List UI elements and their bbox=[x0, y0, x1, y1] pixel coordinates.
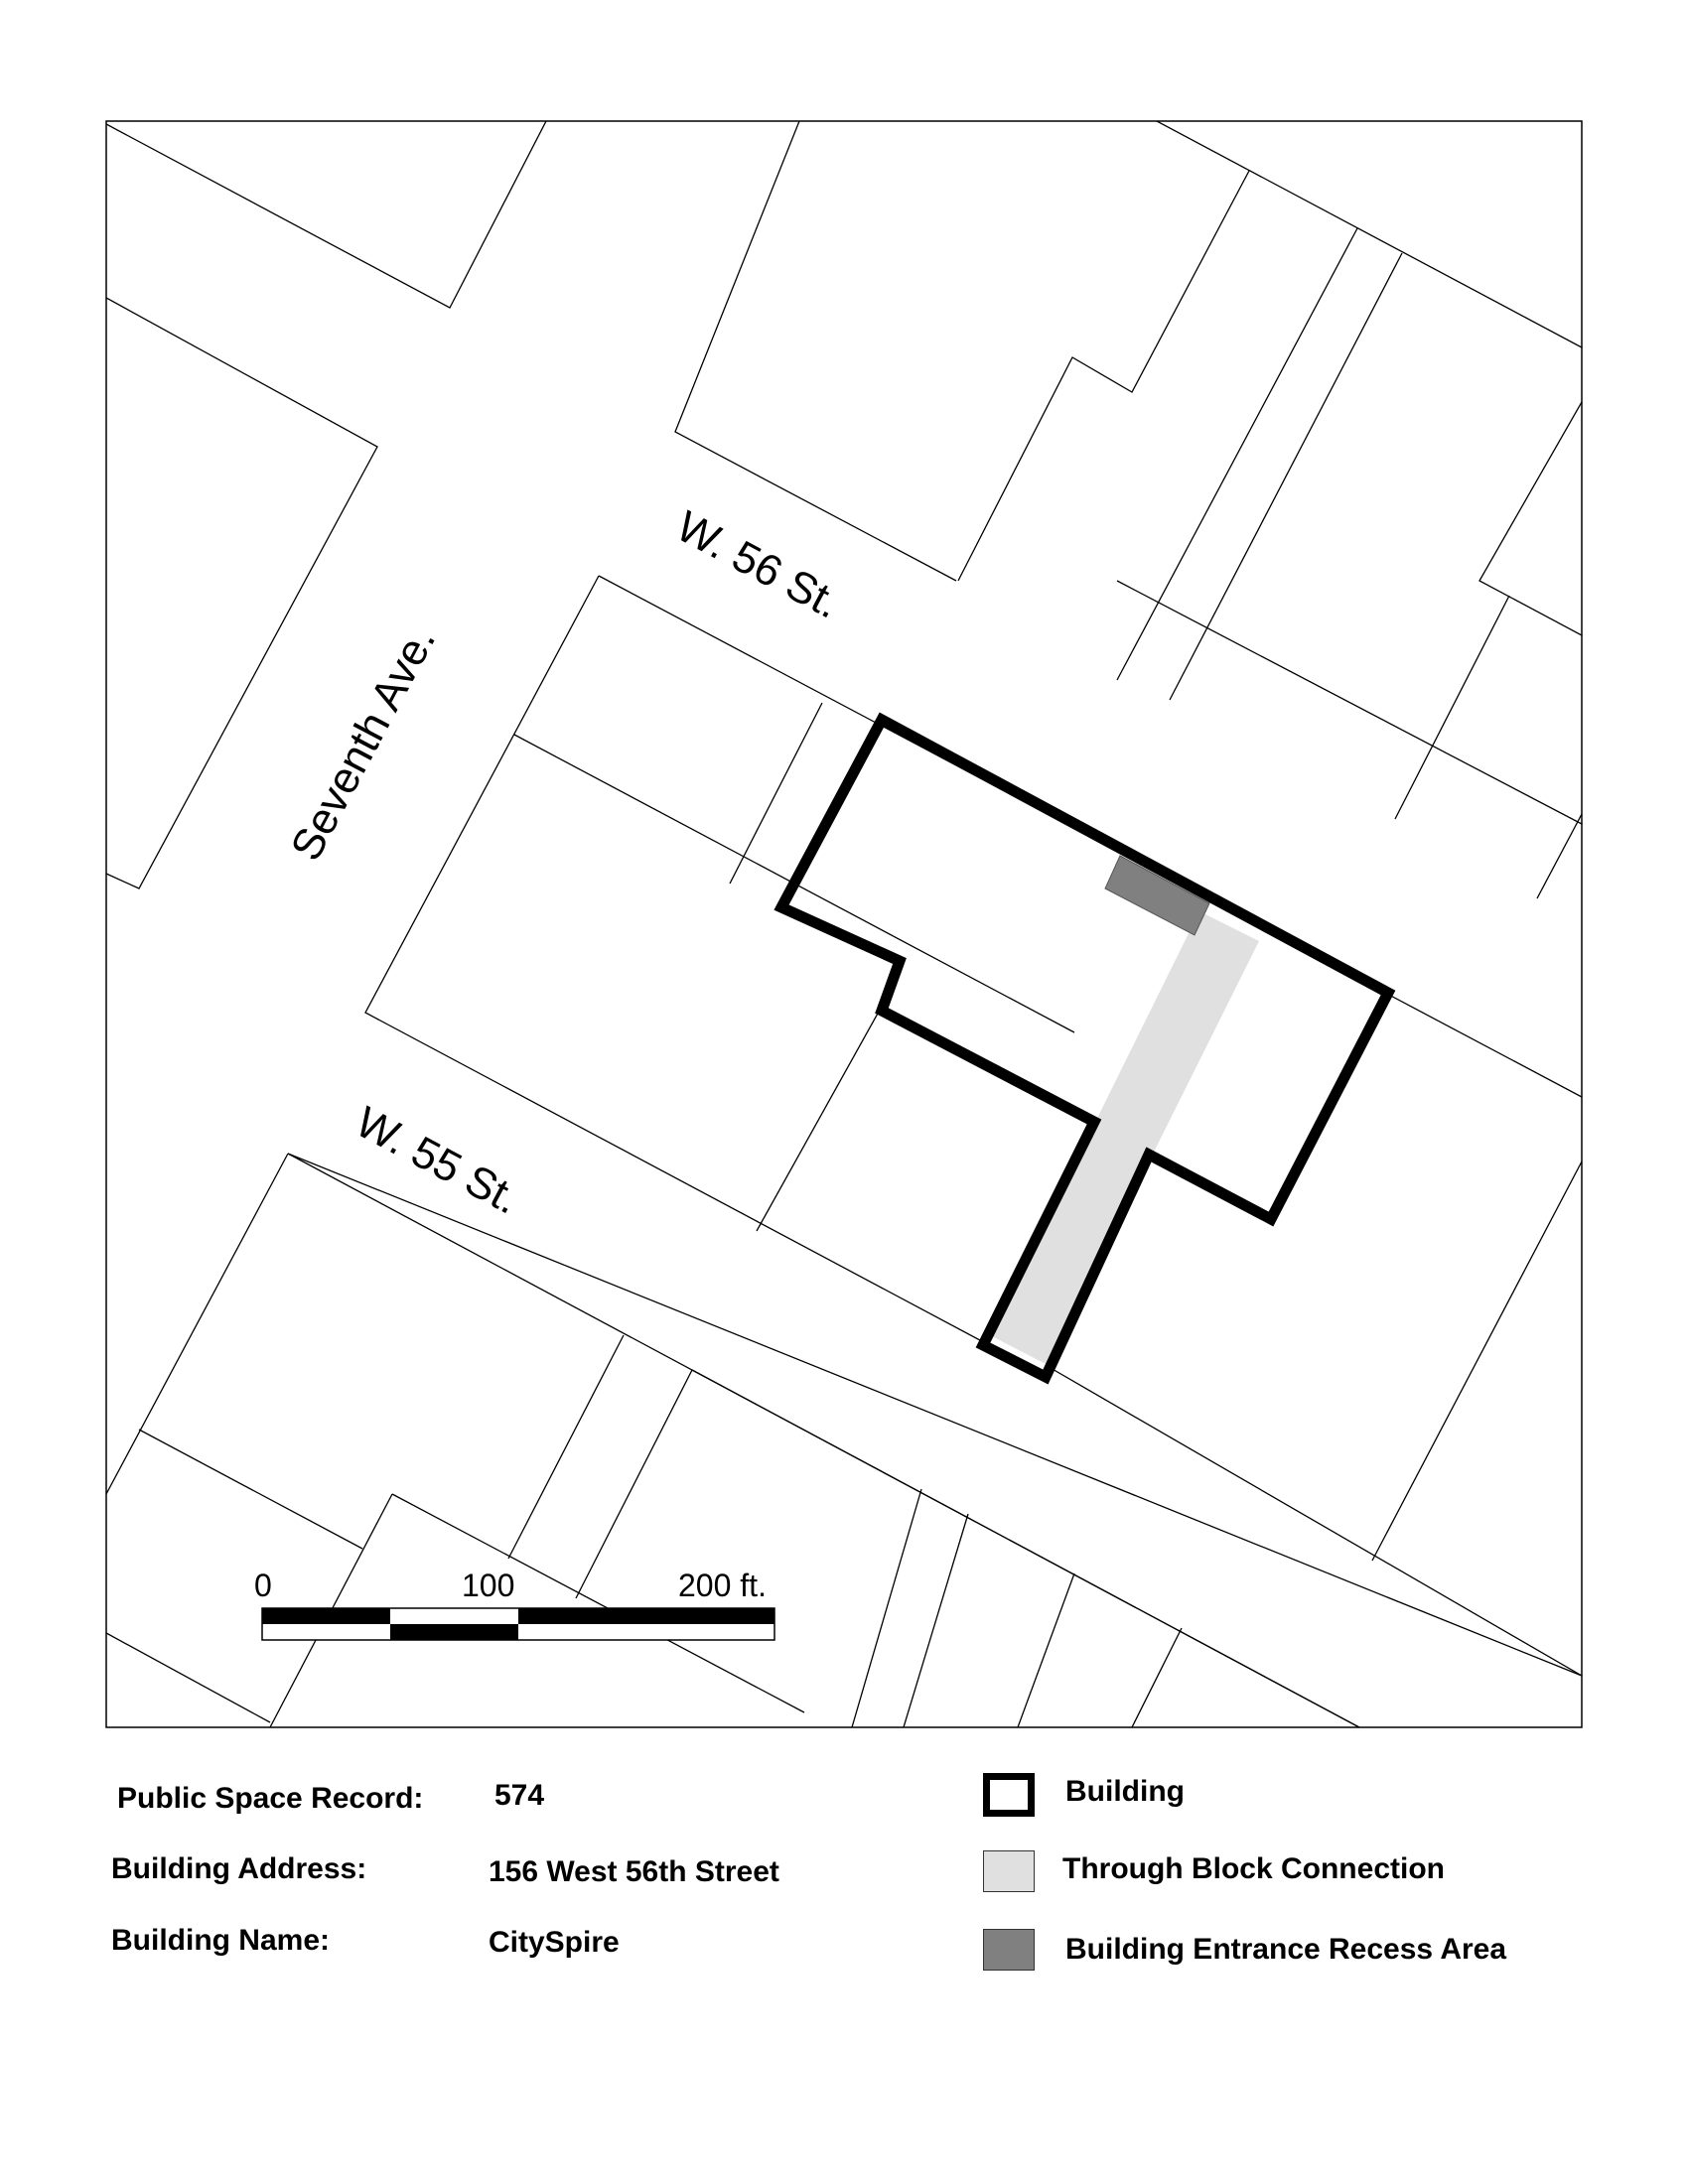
record-value: 574 bbox=[494, 1779, 545, 1812]
scale-label-200: 200 ft. bbox=[678, 1568, 767, 1603]
scale-seg-top-2 bbox=[390, 1608, 518, 1624]
scale-seg-bot-1 bbox=[262, 1624, 390, 1640]
record-label: Public Space Record: bbox=[117, 1782, 424, 1815]
legend-entrance-recess-swatch bbox=[983, 1929, 1035, 1971]
legend-building-swatch bbox=[983, 1773, 1035, 1817]
through-block-connection bbox=[990, 911, 1259, 1365]
legend-through-block-swatch bbox=[983, 1850, 1035, 1892]
scale-seg-top-3 bbox=[518, 1608, 774, 1624]
legend-building-label: Building bbox=[1065, 1775, 1185, 1808]
legend-through-block-label: Through Block Connection bbox=[1062, 1852, 1445, 1885]
scale-bar bbox=[254, 1568, 774, 1640]
scale-label-0: 0 bbox=[254, 1568, 272, 1603]
address-value: 156 West 56th Street bbox=[489, 1855, 779, 1888]
scale-seg-top-1 bbox=[262, 1608, 390, 1624]
map-frame bbox=[106, 121, 1582, 1727]
address-label: Building Address: bbox=[111, 1852, 367, 1885]
street-label-w56: W. 56 St. bbox=[668, 501, 848, 628]
street-label-seventh-ave: Seventh Ave. bbox=[281, 618, 446, 869]
legend-entrance-recess-label: Building Entrance Recess Area bbox=[1065, 1933, 1507, 1966]
scale-seg-bot-2 bbox=[390, 1624, 518, 1640]
name-label: Building Name: bbox=[111, 1924, 331, 1957]
name-value: CitySpire bbox=[489, 1926, 620, 1959]
street-label-w55: W. 55 St. bbox=[348, 1097, 527, 1224]
scale-seg-bot-3 bbox=[518, 1624, 774, 1640]
scale-label-100: 100 bbox=[462, 1568, 515, 1603]
